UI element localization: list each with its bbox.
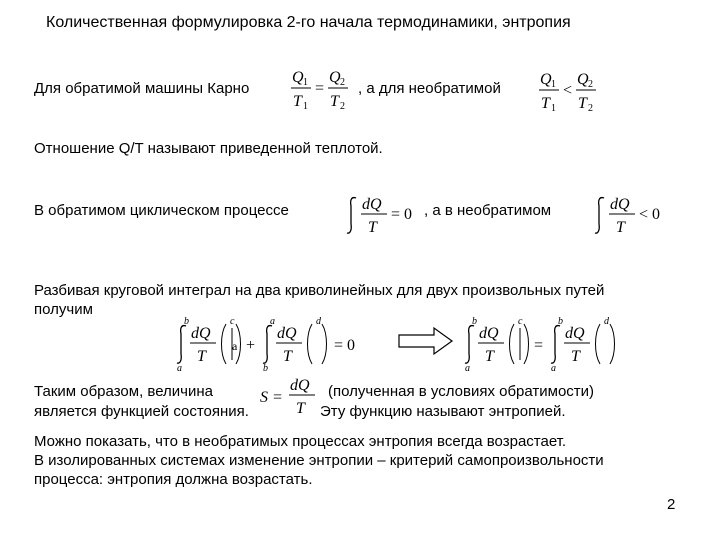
svg-text:a: a	[465, 363, 470, 374]
svg-text:S =: S =	[260, 389, 283, 406]
svg-text:T: T	[541, 95, 550, 112]
svg-text:1: 1	[551, 79, 556, 90]
svg-text:a: a	[232, 339, 238, 353]
svg-text:=: =	[534, 337, 544, 354]
svg-text:T: T	[293, 93, 302, 110]
svg-text:dQ: dQ	[362, 196, 382, 213]
svg-text:T: T	[368, 219, 377, 236]
svg-text:2: 2	[588, 79, 593, 90]
svg-text:=: =	[315, 80, 325, 97]
svg-text:T: T	[616, 219, 625, 236]
svg-text:a: a	[177, 363, 182, 374]
svg-text:b: b	[263, 363, 268, 374]
svg-text:dQ: dQ	[610, 196, 630, 213]
carnot-reversible-text: Для обратимой машины Карно	[34, 80, 250, 97]
conclusion-line-3: процесса: энтропия должна возрастать.	[34, 471, 313, 488]
svg-text:dQ: dQ	[479, 325, 499, 342]
split-integral-formula	[174, 314, 396, 372]
cyclic-irreversible-integral	[592, 192, 672, 240]
svg-text:< 0: < 0	[639, 206, 661, 223]
split-integral-text-2: получим	[34, 301, 93, 318]
svg-text:+: +	[246, 337, 256, 354]
svg-text:dQ: dQ	[290, 377, 310, 394]
carnot-irreversible-formula	[538, 66, 598, 114]
svg-text:c: c	[230, 316, 235, 327]
svg-text:dQ: dQ	[565, 325, 585, 342]
svg-text:d: d	[604, 316, 609, 327]
svg-text:= 0: = 0	[391, 206, 413, 223]
svg-text:T: T	[330, 93, 339, 110]
conclusion-line-1: Можно показать, что в необратимых процессах энтропия всегда возрастает.	[34, 433, 567, 450]
right-arrow-icon	[398, 327, 454, 355]
svg-text:a: a	[270, 316, 275, 327]
svg-text:T: T	[485, 348, 494, 365]
svg-text:T: T	[197, 348, 206, 365]
svg-text:2: 2	[588, 103, 593, 114]
page-title: Количественная формулировка 2-го начала термодинамики, энтропия	[46, 14, 571, 31]
cyclic-reversible-integral	[344, 192, 424, 240]
svg-text:1: 1	[303, 77, 308, 88]
carnot-reversible-formula	[290, 64, 350, 110]
svg-text:T: T	[578, 95, 587, 112]
entropy-text-left-1: Таким образом, величина	[34, 383, 213, 400]
svg-text:Q: Q	[292, 69, 304, 86]
entropy-text-left-2: является функцией состояния.	[34, 403, 249, 420]
svg-text:T: T	[296, 400, 305, 417]
svg-text:1: 1	[303, 101, 308, 112]
svg-text:d: d	[316, 316, 321, 327]
svg-text:= 0: = 0	[334, 337, 356, 354]
svg-text:b: b	[184, 316, 189, 327]
svg-text:T: T	[571, 348, 580, 365]
svg-text:T: T	[283, 348, 292, 365]
svg-text:2: 2	[340, 77, 345, 88]
cyclic-irreversible-text: , а в необратимом	[424, 202, 552, 219]
entropy-text-right-2: Эту функцию называют энтропией.	[320, 403, 566, 420]
conclusion-line-2: В изолированных системах изменение энтропии – критерий самопроизвольности	[34, 452, 604, 469]
svg-text:dQ: dQ	[191, 325, 211, 342]
cyclic-process-text: В обратимом циклическом процессе	[34, 202, 289, 219]
svg-text:1: 1	[551, 103, 556, 114]
svg-text:b: b	[558, 316, 563, 327]
svg-text:Q: Q	[329, 69, 341, 86]
svg-text:c: c	[518, 316, 523, 327]
svg-text:<: <	[563, 82, 573, 99]
svg-text:2: 2	[340, 101, 345, 112]
split-integral-equivalent	[462, 314, 652, 372]
svg-text:dQ: dQ	[277, 325, 297, 342]
svg-text:b: b	[472, 316, 477, 327]
entropy-formula	[260, 374, 320, 420]
carnot-irreversible-text: , а для необратимой	[358, 80, 501, 97]
svg-text:Q: Q	[577, 71, 589, 88]
split-integral-text-1: Разбивая круговой интеграл на два криволинейных для двух произвольных путей	[34, 282, 605, 299]
svg-text:a: a	[551, 363, 556, 374]
page-number: 2	[667, 496, 676, 513]
entropy-text-right-1: (полученная в условиях обратимости)	[328, 383, 595, 400]
svg-text:Q: Q	[540, 71, 552, 88]
reduced-heat-text: Отношение Q/T называют приведенной теплотой.	[34, 140, 383, 157]
